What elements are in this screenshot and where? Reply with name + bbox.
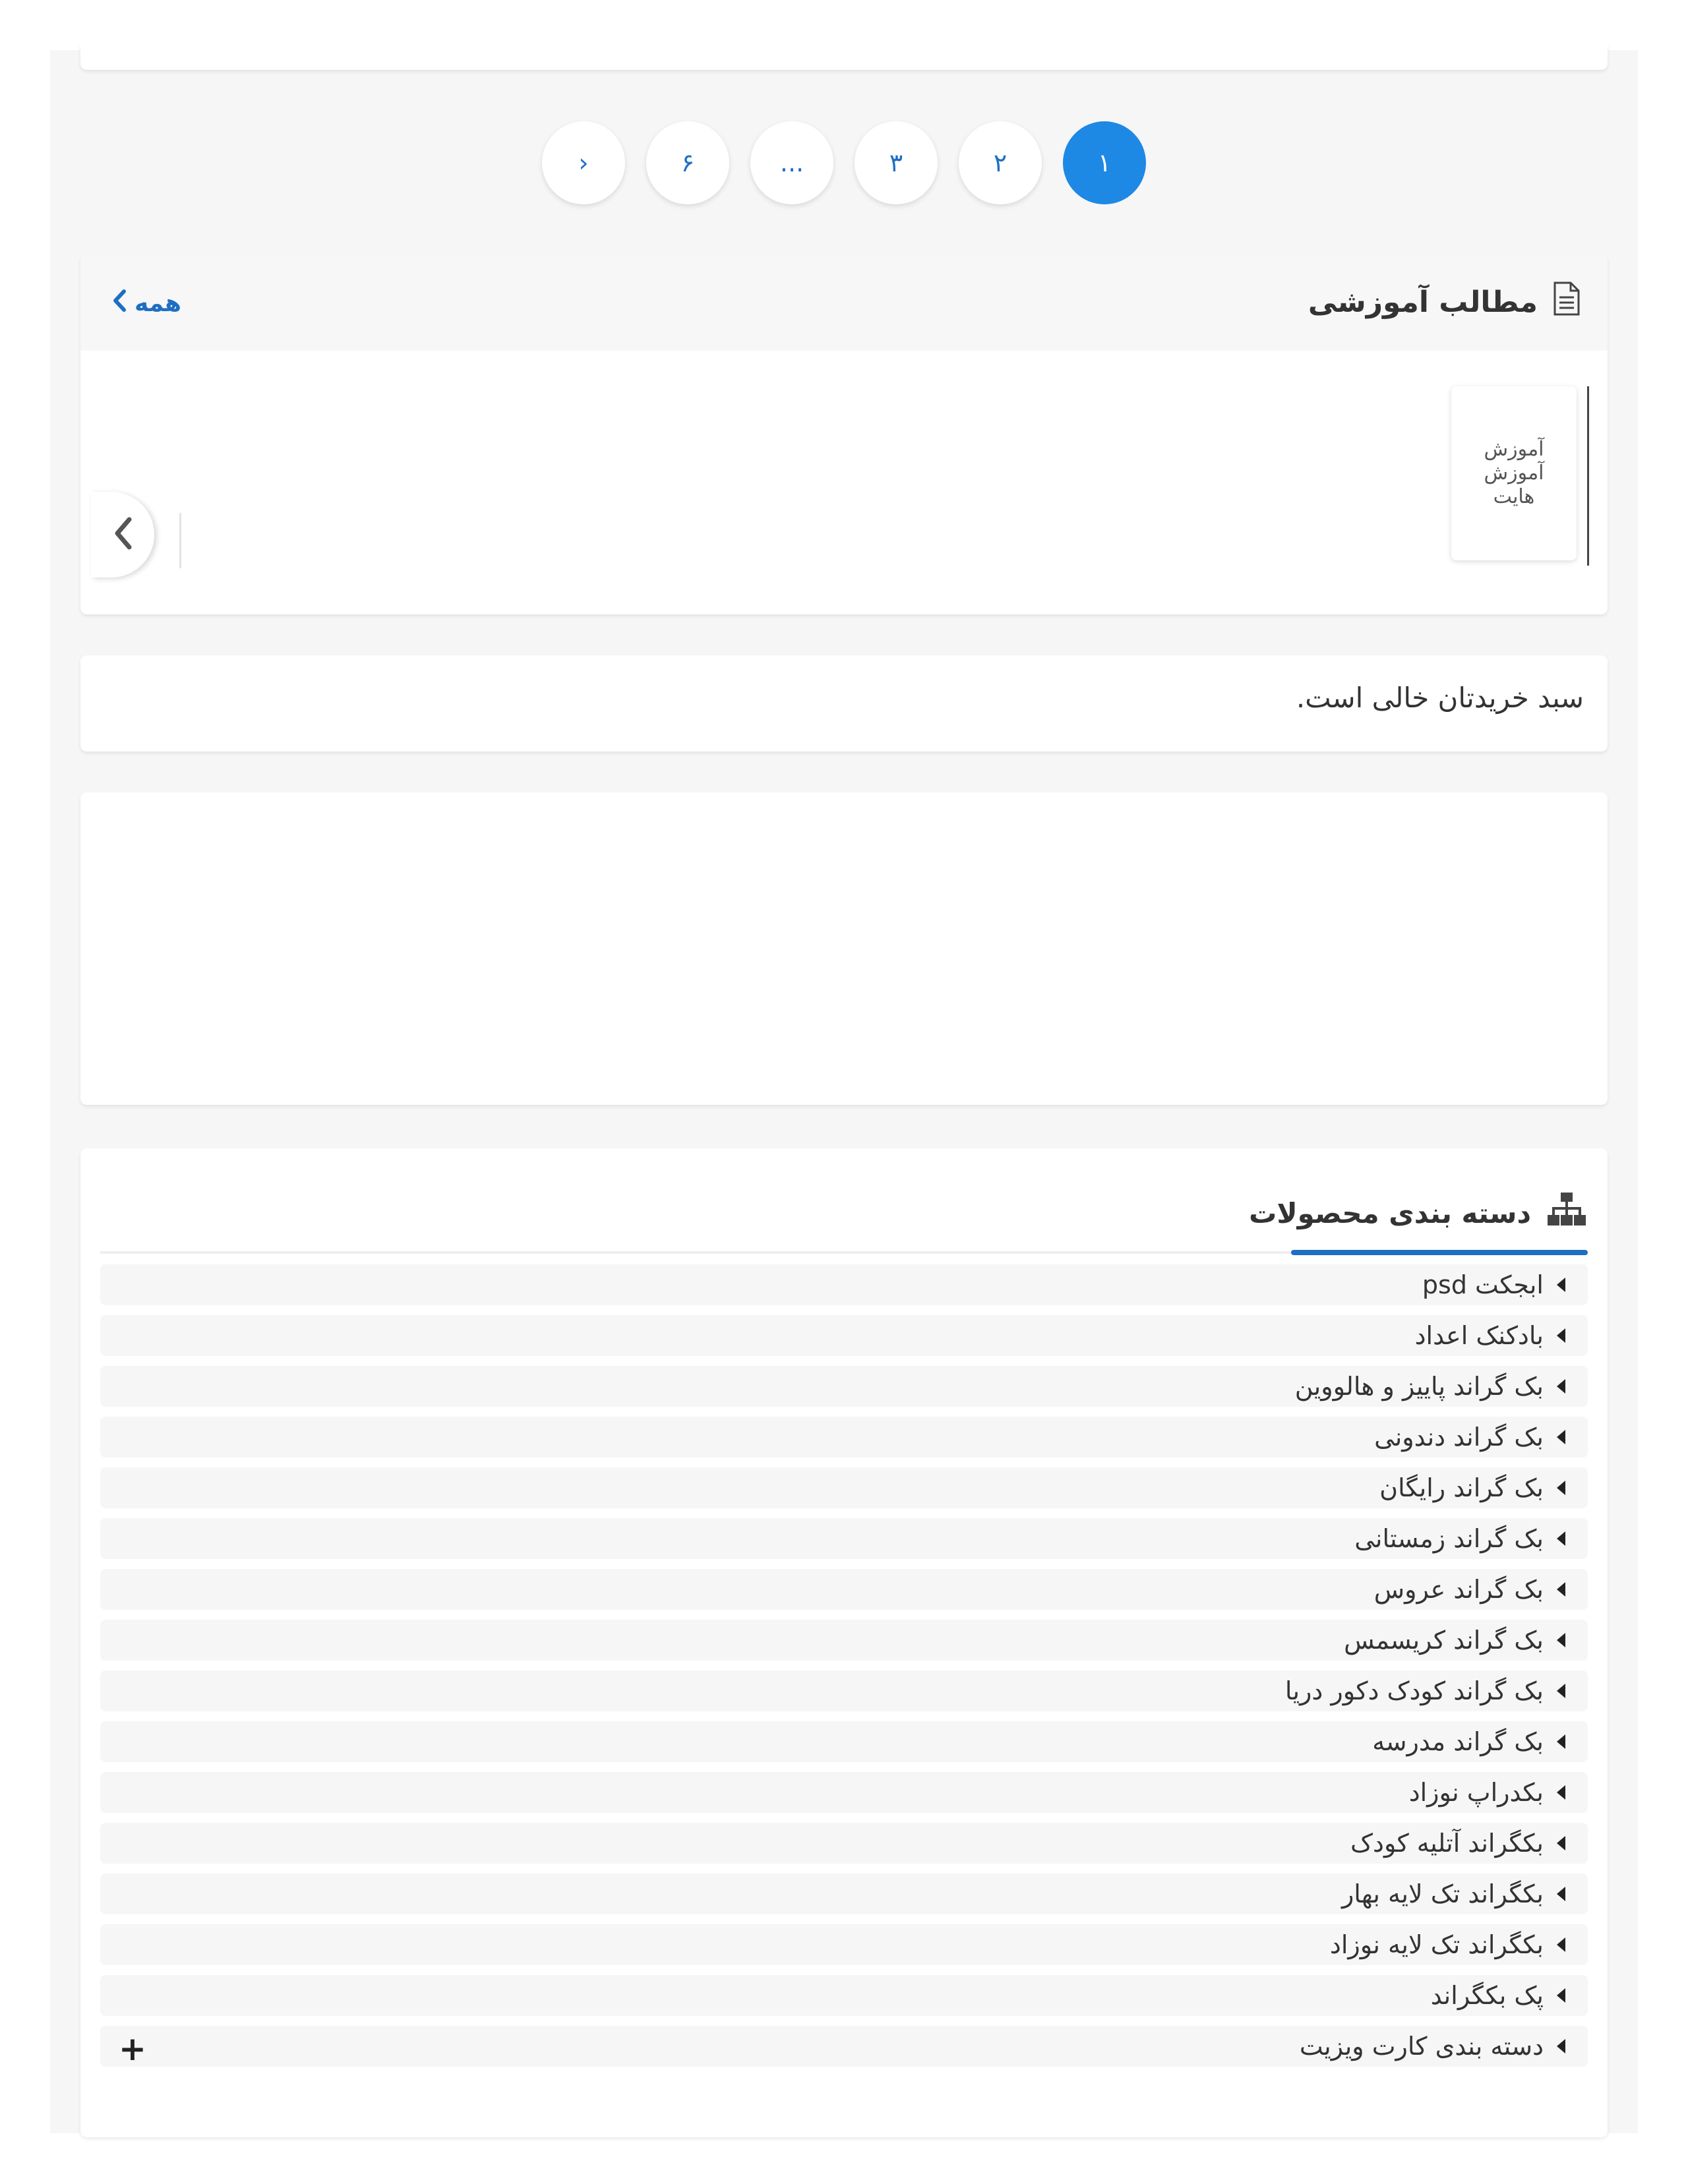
category-list [100,1264,1588,2077]
categories-card [80,1148,1608,2137]
page-ellipsis: ... [750,121,833,204]
category-label: ابجکت psd [1422,1270,1544,1299]
caret-left-icon [1557,1531,1565,1546]
category-label: بکگراند آتلیه کودک [1350,1829,1544,1858]
category-item[interactable] [100,1721,1588,1762]
caret-left-icon [1557,1481,1565,1495]
page-6-button[interactable]: ۶ [646,121,729,204]
categories-title: دسته بندی محصولات [1249,1196,1531,1229]
caret-left-icon [1557,1328,1565,1343]
page-1-button[interactable]: ۱ [1063,121,1146,204]
category-item[interactable] [100,1467,1588,1508]
chevron-left-icon [112,289,127,318]
cart-empty-message: سبد خریدتان خالی است. [1296,682,1584,714]
category-label: بک گراند عروس [1373,1575,1544,1604]
category-item[interactable] [100,1772,1588,1813]
article-thumbnail[interactable] [1451,386,1577,560]
caret-left-icon [1557,1887,1565,1901]
category-item[interactable] [100,1924,1588,1965]
category-item[interactable] [100,1670,1588,1711]
category-item[interactable] [100,1518,1588,1559]
category-label: بکدراپ نوزاد [1408,1778,1544,1807]
category-item[interactable] [100,1823,1588,1864]
category-label: بک گراند کریسمس [1344,1626,1544,1655]
category-label: بک گراند پاییز و هالووین [1294,1372,1544,1401]
thumbnail-text-line: آموزش [1484,461,1544,485]
view-all-link[interactable] [112,283,181,323]
caret-left-icon [1557,1633,1565,1647]
caret-left-icon [1557,1684,1565,1698]
page-2-button[interactable]: ۲ [959,121,1042,204]
category-item[interactable] [100,1874,1588,1914]
caret-left-icon [1557,2039,1565,2053]
category-item[interactable] [100,1315,1588,1356]
category-item[interactable] [100,1975,1588,2016]
category-item[interactable] [100,1569,1588,1610]
empty-widget-card [80,792,1608,1105]
category-item[interactable] [100,1366,1588,1407]
view-all-label: همه [135,289,181,317]
category-label: پک بکگراند [1430,1981,1544,2010]
category-label: بکگراند تک لایه نوزاد [1329,1930,1544,1959]
articles-card [80,254,1608,614]
carousel-divider [179,513,181,568]
caret-left-icon [1557,1430,1565,1444]
category-label: دسته بندی کارت ویزیت [1299,2032,1544,2061]
caret-left-icon [1557,1278,1565,1292]
category-item[interactable] [100,1264,1588,1305]
expand-plus-icon[interactable]: + [119,2030,146,2068]
category-item-expandable[interactable] [100,2026,1588,2067]
carousel-prev-button[interactable] [91,492,154,577]
caret-left-icon [1557,1582,1565,1597]
category-item[interactable] [100,1620,1588,1661]
page-column [50,50,1638,2133]
caret-left-icon [1557,1734,1565,1749]
category-label: بک گراند کودک دکور دریا [1284,1676,1544,1705]
category-label: بکگراند تک لایه بهار [1341,1879,1544,1908]
next-page-button[interactable]: ‹ [542,121,625,204]
category-item[interactable] [100,1417,1588,1458]
page-3-button[interactable]: ۳ [855,121,938,204]
category-label: بک گراند زمستانی [1354,1524,1544,1553]
category-label: بادکنک اعداد [1414,1321,1544,1350]
article-thumbnail-wrap[interactable] [1441,386,1589,566]
category-label: بک گراند دندونی [1374,1423,1544,1452]
pagination [50,121,1638,204]
caret-left-icon [1557,1988,1565,2003]
thumbnail-text-line: آموزش [1484,438,1544,461]
cart-card [80,655,1608,752]
caret-left-icon [1557,1379,1565,1394]
categories-title-underline [1291,1250,1588,1255]
caret-left-icon [1557,1836,1565,1850]
thumbnail-text-line: هایت [1493,485,1535,508]
chevron-left-icon [113,516,133,553]
articles-header [80,254,1608,351]
sitemap-icon [1547,1191,1586,1235]
previous-card-bottom [80,44,1608,70]
category-label: بک گراند مدرسه [1372,1727,1544,1756]
articles-title: مطالب آموزشی [1308,285,1538,319]
document-icon [1552,281,1580,323]
articles-title-group [1308,282,1580,322]
category-label: بک گراند رایگان [1379,1473,1544,1502]
categories-header [1249,1188,1586,1238]
caret-left-icon [1557,1785,1565,1800]
caret-left-icon [1557,1937,1565,1952]
